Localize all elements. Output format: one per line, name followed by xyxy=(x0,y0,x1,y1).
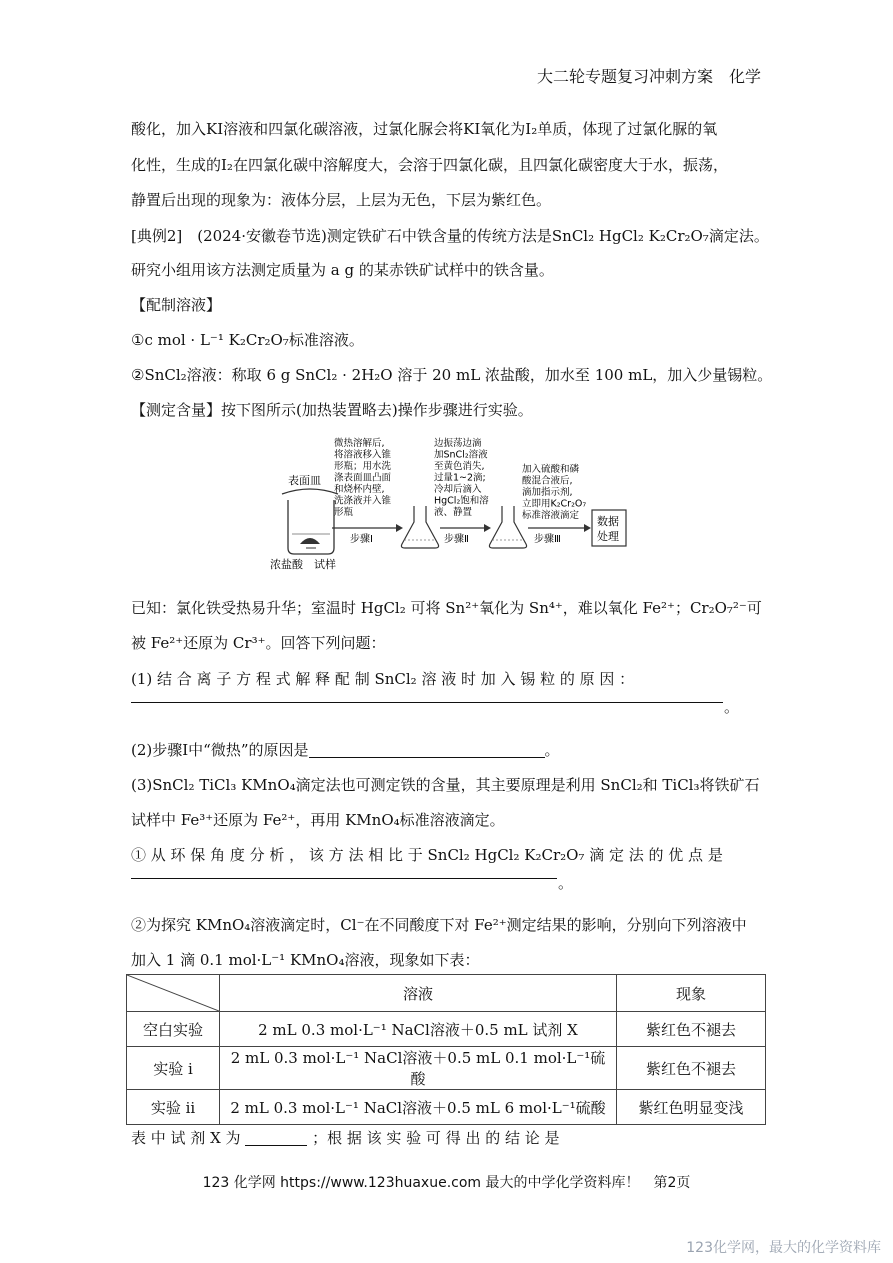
header-phenomenon: 现象 xyxy=(617,975,766,1012)
period: 。 xyxy=(544,741,560,759)
step1-label: 步骤Ⅰ xyxy=(350,534,373,545)
answer-blank-1[interactable] xyxy=(131,702,723,703)
row-phenomenon: 紫红色不褪去 xyxy=(617,1012,766,1047)
row-label: 实验 i xyxy=(127,1047,220,1090)
step1-line: 将溶液移入锥 xyxy=(334,449,392,461)
table-row xyxy=(127,1090,766,1125)
step2-text xyxy=(434,437,489,518)
header-solution: 溶液 xyxy=(220,975,617,1012)
known-line-1: 已知：氯化铁受热易升华；室温时 HgCl₂ 可将 Sn²⁺氧化为 Sn⁴⁺，难以氧化 Fe²⁺；Cr₂O₇²⁻可 xyxy=(131,599,762,617)
step1-line: 洗涤液并入锥 xyxy=(334,495,392,507)
step3-line: 滴加指示剂, xyxy=(522,487,573,498)
question-2 xyxy=(131,739,560,760)
step3-line: 加入硫酸和磷 xyxy=(522,464,580,475)
row-solution: 2 mL 0.3 mol·L⁻¹ NaCl溶液＋0.5 mL 6 mol·L⁻¹硫酸 xyxy=(220,1090,617,1125)
step2-line: 过量1~2滴; xyxy=(434,472,486,484)
label-sample: 试样 xyxy=(314,558,336,571)
known-line-2: 被 Fe²⁺还原为 Cr³⁺。回答下列问题： xyxy=(131,634,386,652)
row-solution: 2 mL 0.3 mol·L⁻¹ NaCl溶液＋0.5 mL 试剂 X xyxy=(220,1012,617,1047)
row-phenomenon: 紫红色不褪去 xyxy=(617,1047,766,1090)
answer-blank-2[interactable] xyxy=(309,741,545,758)
step2-line: 边振荡边滴 xyxy=(434,438,482,449)
flask-1 xyxy=(401,506,438,548)
step2-line: HgCl₂饱和溶 xyxy=(434,495,489,507)
svg-text:微热溶解后,将溶液移入锥形瓶；用水洗涤表面皿凸面和烧杯内壁, xyxy=(334,437,392,518)
step3-line: 标准溶液滴定 xyxy=(522,510,580,521)
box-line-1: 数据 xyxy=(597,515,619,528)
svg-text:加入硫酸和磷酸混合液后,滴加指示剂,立即用K₂Cr₂O₇标准 xyxy=(522,463,586,521)
question-2-text: (2)步骤Ⅰ中“微热”的原因是 xyxy=(131,741,309,759)
step3-line: 立即用K₂Cr₂O₇ xyxy=(522,498,587,510)
step1-line: 形瓶；用水洗 xyxy=(334,461,392,472)
intro-line-2: 化性，生成的I₂在四氯化碳中溶解度大，会溶于四氯化碳，且四氯化碳密度大于水，振荡， xyxy=(131,156,728,174)
step3-label: 步骤Ⅲ xyxy=(534,534,561,545)
prep-item-1: ①c mol · L⁻¹ K₂Cr₂O₇标准溶液。 xyxy=(131,331,364,349)
step2-line: 液、静置 xyxy=(434,507,473,518)
row-label: 实验 ii xyxy=(127,1090,220,1125)
measure-heading: 【测定含量】按下图所示(加热装置略去)操作步骤进行实验。 xyxy=(131,401,533,419)
question-3-sub1: ① 从 环 保 角 度 分 析 ， 该 方 法 相 比 于 SnCl₂ HgCl₂ K₂Cr₂O₇ 滴 定 法 的 优 点 是 xyxy=(131,846,723,864)
example-line-2: 研究小组用该方法测定质量为 a g 的某赤铁矿试样中的铁含量。 xyxy=(131,261,554,279)
prep-item-2: ②SnCl₂溶液：称取 6 g SnCl₂ · 2H₂O 溶于 20 mL 浓盐酸，加水至 100 mL，加入少量锡粒。 xyxy=(131,366,773,384)
step1-line: 微热溶解后, xyxy=(334,438,385,449)
answer-blank-3[interactable] xyxy=(131,878,557,879)
step2-label: 步骤Ⅱ xyxy=(444,534,469,545)
table-header-row xyxy=(127,975,766,1012)
question-3-sub2-line-2: 加入 1 滴 0.1 mol·L⁻¹ KMnO₄溶液，现象如下表： xyxy=(131,951,480,969)
row-solution: 2 mL 0.3 mol·L⁻¹ NaCl溶液＋0.5 mL 0.1 mol·L⁻¹硫酸 xyxy=(220,1047,617,1090)
answer-blank-x[interactable] xyxy=(245,1129,307,1146)
step1-line: 形瓶 xyxy=(334,507,354,518)
step2-line: 加SnCl₂溶液 xyxy=(434,449,488,461)
last-line-part-a: 表 中 试 剂 X 为 xyxy=(131,1129,241,1147)
step3-text xyxy=(522,463,586,521)
last-line xyxy=(131,1127,560,1148)
row-phenomenon: 紫红色明显变浅 xyxy=(617,1090,766,1125)
beaker-illustration xyxy=(282,489,338,554)
page-header: 大二轮专题复习冲刺方案 化学 xyxy=(536,67,761,86)
question-3-line-1: (3)SnCl₂ TiCl₃ KMnO₄滴定法也可测定铁的含量，其主要原理是利用 SnCl₂和 TiCl₃将铁矿石 xyxy=(131,776,760,794)
flask-2 xyxy=(489,506,526,548)
intro-line-3: 静置后出现的现象为：液体分层，上层为无色，下层为紫红色。 xyxy=(131,191,552,209)
svg-text:边振荡边滴加SnCl₂溶液至黄色消失,过量1~2滴;冷却后滴 xyxy=(434,437,489,518)
diagonal-header-cell xyxy=(127,975,220,1012)
example-line-1: [典例2] (2024·安徽卷节选)测定铁矿石中铁含量的传统方法是SnCl₂ HgCl₂ K₂Cr₂O₇滴定法。 xyxy=(131,227,769,245)
page-footer: 123 化学网 https://www.123huaxue.com 最大的中学化学资料库！ 第2页 xyxy=(202,1175,691,1191)
watermark: 123化学网，最大的化学资料库 xyxy=(686,1240,881,1256)
row-label: 空白实验 xyxy=(127,1012,220,1047)
label-watch-glass: 表面皿 xyxy=(288,474,321,487)
period: 。 xyxy=(558,874,574,892)
label-acid: 浓盐酸 xyxy=(270,558,303,571)
period: 。 xyxy=(724,698,740,716)
step2-line: 冷却后滴入 xyxy=(434,484,482,495)
table-row xyxy=(127,1047,766,1090)
step1-line: 涤表面皿凸面 xyxy=(334,472,392,484)
experiment-table xyxy=(126,974,766,1125)
experiment-diagram xyxy=(262,436,630,576)
step3-line: 酸混合液后, xyxy=(522,475,573,487)
box-line-2: 处理 xyxy=(597,530,619,543)
step2-line: 至黄色消失, xyxy=(434,461,485,472)
step1-text xyxy=(334,437,392,518)
step1-line: 和烧杯内壁, xyxy=(334,484,385,495)
question-3-sub2-line-1: ②为探究 KMnO₄溶液滴定时，Cl⁻在不同酸度下对 Fe²⁺测定结果的影响，分别向下列溶液中 xyxy=(131,916,747,934)
prep-title: 【配制溶液】 xyxy=(131,296,222,314)
intro-line-1: 酸化，加入KI溶液和四氯化碳溶液，过氯化脲会将KI氧化为I₂单质，体现了过氯化脲的氧 xyxy=(131,120,718,138)
question-1: (1) 结 合 离 子 方 程 式 解 释 配 制 SnCl₂ 溶 液 时 加 入 锡 粒 的 原 因 ： xyxy=(131,670,635,688)
table-row xyxy=(127,1012,766,1047)
question-3-line-2: 试样中 Fe³⁺还原为 Fe²⁺，再用 KMnO₄标准溶液滴定。 xyxy=(131,811,505,829)
last-line-part-b: ；根 据 该 实 验 可 得 出 的 结 论 是 xyxy=(312,1129,560,1147)
